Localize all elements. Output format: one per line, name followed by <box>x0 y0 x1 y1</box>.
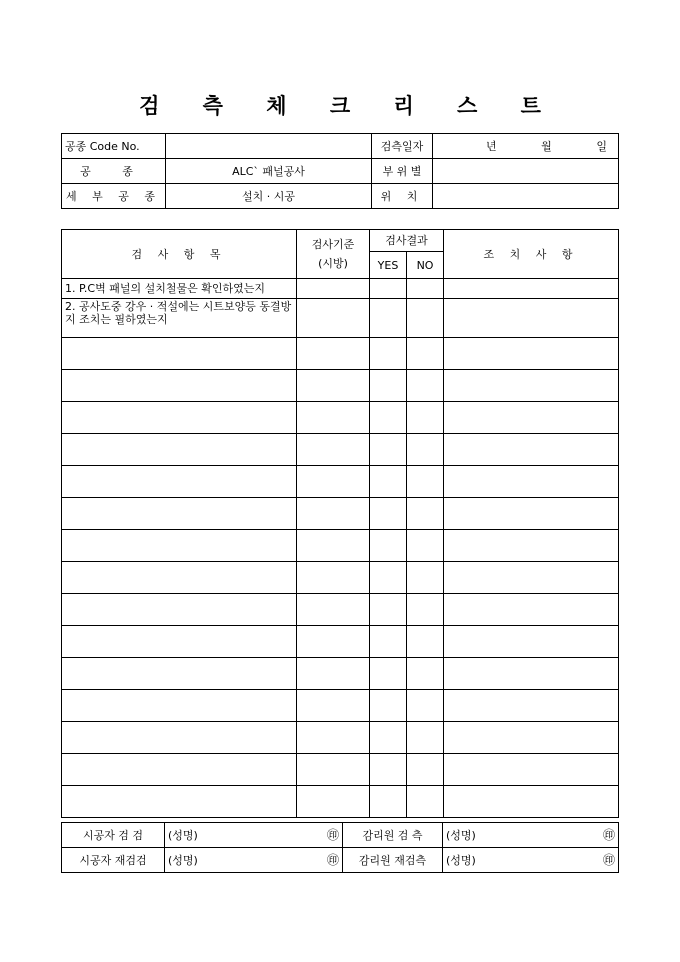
checklist-row <box>62 658 619 690</box>
signature-row-1 <box>62 823 619 848</box>
checklist-yes-cell[interactable] <box>370 594 407 626</box>
checklist-item-text[interactable] <box>62 786 297 818</box>
row1-left-name-placeholder: (성명) <box>168 828 198 842</box>
row1-right-name-placeholder: (성명) <box>446 828 476 842</box>
checklist-item-text[interactable] <box>62 530 297 562</box>
row2-left-sign-field[interactable] <box>165 848 343 873</box>
checklist-yes-cell[interactable] <box>370 722 407 754</box>
checklist-no-cell[interactable] <box>407 299 444 338</box>
checklist-action-cell[interactable] <box>444 530 619 562</box>
header-row-work <box>62 159 619 184</box>
row1-left-label: 시공자 검 검 <box>62 823 165 848</box>
checklist-no-cell[interactable] <box>407 562 444 594</box>
checklist-row <box>62 466 619 498</box>
checklist-action-cell[interactable] <box>444 658 619 690</box>
position-value-field[interactable] <box>433 184 619 209</box>
signature-row-2 <box>62 848 619 873</box>
checklist-action-cell[interactable] <box>444 279 619 299</box>
date-day-label: 일 <box>596 139 607 153</box>
row2-left-label: 시공자 재검검 <box>62 848 165 873</box>
checklist-standard-cell[interactable] <box>297 338 370 370</box>
col-standard-line1: 검사기준 <box>311 238 355 251</box>
checklist-row <box>62 370 619 402</box>
checklist-no-cell[interactable] <box>407 338 444 370</box>
seal-icon: ㊞ <box>326 827 339 842</box>
checklist-item-text[interactable] <box>62 562 297 594</box>
location-value-field[interactable] <box>433 159 619 184</box>
checklist-yes-cell[interactable] <box>370 562 407 594</box>
checklist-yes-cell[interactable] <box>370 786 407 818</box>
work-value[interactable]: ALC` 패널공사 <box>166 159 372 184</box>
checklist-row <box>62 626 619 658</box>
checklist-row <box>62 530 619 562</box>
checklist-standard-cell[interactable] <box>297 370 370 402</box>
date-month-label: 월 <box>541 139 552 153</box>
checklist-item-text[interactable]: 2. 공사도중 강우 · 적설에는 시트보양등 동결방지 조치는 필하였는지 <box>62 299 297 338</box>
checklist-row <box>62 279 619 299</box>
checklist-action-cell[interactable] <box>444 370 619 402</box>
checklist-item-text[interactable] <box>62 498 297 530</box>
seal-icon: ㊞ <box>326 852 339 867</box>
checklist-item-text[interactable] <box>62 594 297 626</box>
checklist-action-cell[interactable] <box>444 498 619 530</box>
checklist-no-cell[interactable] <box>407 626 444 658</box>
checklist-row <box>62 786 619 818</box>
checklist-yes-cell[interactable] <box>370 466 407 498</box>
checklist-yes-cell[interactable] <box>370 434 407 466</box>
date-field[interactable] <box>433 134 619 159</box>
checklist-item-text[interactable] <box>62 626 297 658</box>
checklist-action-cell[interactable] <box>444 338 619 370</box>
checklist-standard-cell[interactable] <box>297 786 370 818</box>
checklist-row <box>62 498 619 530</box>
checklist-standard-cell[interactable] <box>297 562 370 594</box>
checklist-yes-cell[interactable] <box>370 498 407 530</box>
detail-label: 세 부 공 종 <box>62 184 166 209</box>
checklist-no-cell[interactable] <box>407 658 444 690</box>
col-yes-header: YES <box>370 252 407 279</box>
checklist-standard-cell[interactable] <box>297 530 370 562</box>
header-table <box>61 133 619 209</box>
checklist-no-cell[interactable] <box>407 786 444 818</box>
location-label: 부 위 별 <box>372 159 433 184</box>
col-item-header: 검 사 항 목 <box>62 230 297 279</box>
checklist-standard-cell[interactable] <box>297 434 370 466</box>
row2-right-label: 감리원 재검측 <box>343 848 443 873</box>
checklist-no-cell[interactable] <box>407 402 444 434</box>
checklist-item-text[interactable] <box>62 690 297 722</box>
checklist-action-cell[interactable] <box>444 722 619 754</box>
checklist-yes-cell[interactable] <box>370 279 407 299</box>
checklist-item-text[interactable] <box>62 754 297 786</box>
checklist-item-text[interactable] <box>62 466 297 498</box>
checklist-no-cell[interactable] <box>407 498 444 530</box>
checklist-no-cell[interactable] <box>407 279 444 299</box>
checklist-yes-cell[interactable] <box>370 530 407 562</box>
checklist-standard-cell[interactable] <box>297 626 370 658</box>
checklist-action-cell[interactable] <box>444 626 619 658</box>
col-standard-header <box>297 230 370 279</box>
checklist-item-text[interactable] <box>62 722 297 754</box>
checklist-header-row-1 <box>62 230 619 252</box>
checklist-action-cell[interactable] <box>444 594 619 626</box>
row1-right-sign-field[interactable] <box>443 823 619 848</box>
checklist-row <box>62 338 619 370</box>
row2-right-name-placeholder: (성명) <box>446 853 476 867</box>
checklist-row <box>62 754 619 786</box>
checklist-standard-cell[interactable] <box>297 279 370 299</box>
checklist-yes-cell[interactable] <box>370 754 407 786</box>
checklist-yes-cell[interactable] <box>370 299 407 338</box>
detail-value[interactable]: 설치 · 시공 <box>166 184 372 209</box>
checklist-yes-cell[interactable] <box>370 370 407 402</box>
checklist-action-cell[interactable] <box>444 690 619 722</box>
header-row-detail <box>62 184 619 209</box>
checklist-action-cell[interactable] <box>444 562 619 594</box>
col-result-header: 검사결과 <box>370 230 444 252</box>
checklist-row <box>62 722 619 754</box>
checklist-yes-cell[interactable] <box>370 658 407 690</box>
checklist-table <box>61 229 619 818</box>
checklist-row <box>62 690 619 722</box>
date-label: 검측일자 <box>372 134 433 159</box>
checklist-action-cell[interactable] <box>444 786 619 818</box>
checklist-standard-cell[interactable] <box>297 466 370 498</box>
checklist-standard-cell[interactable] <box>297 658 370 690</box>
checklist-no-cell[interactable] <box>407 690 444 722</box>
checklist-action-cell[interactable] <box>444 754 619 786</box>
checklist-no-cell[interactable] <box>407 466 444 498</box>
row2-left-name-placeholder: (성명) <box>168 853 198 867</box>
position-label: 위 치 <box>372 184 433 209</box>
checklist-row <box>62 402 619 434</box>
checklist-yes-cell[interactable] <box>370 402 407 434</box>
checklist-action-cell[interactable] <box>444 402 619 434</box>
seal-icon: ㊞ <box>602 827 615 842</box>
row1-right-label: 감리원 검 측 <box>343 823 443 848</box>
work-label: 공 종 <box>62 159 166 184</box>
checklist-row <box>62 594 619 626</box>
checklist-yes-cell[interactable] <box>370 338 407 370</box>
checklist-standard-cell[interactable] <box>297 402 370 434</box>
date-year-label: 년 <box>486 139 497 153</box>
checklist-row <box>62 434 619 466</box>
checklist-no-cell[interactable] <box>407 722 444 754</box>
checklist-standard-cell[interactable] <box>297 498 370 530</box>
seal-icon: ㊞ <box>602 852 615 867</box>
row2-right-sign-field[interactable] <box>443 848 619 873</box>
header-row-code <box>62 134 619 159</box>
checklist-standard-cell[interactable] <box>297 299 370 338</box>
checklist-action-cell[interactable] <box>444 434 619 466</box>
code-value-field[interactable] <box>166 134 372 159</box>
checklist-no-cell[interactable] <box>407 594 444 626</box>
checklist-item-text[interactable] <box>62 402 297 434</box>
checklist-standard-cell[interactable] <box>297 690 370 722</box>
checklist-action-cell[interactable] <box>444 299 619 338</box>
col-no-header: NO <box>407 252 444 279</box>
checklist-action-cell[interactable] <box>444 466 619 498</box>
checklist-item-text[interactable] <box>62 338 297 370</box>
col-standard-line2: (시방) <box>318 257 348 270</box>
checklist-row <box>62 299 619 338</box>
checklist-standard-cell[interactable] <box>297 722 370 754</box>
code-label: 공종 Code No. <box>62 134 166 159</box>
checklist-standard-cell[interactable] <box>297 594 370 626</box>
page-title: 검 측 체 크 리 스 트 <box>139 93 559 118</box>
checklist-no-cell[interactable] <box>407 754 444 786</box>
checklist-no-cell[interactable] <box>407 434 444 466</box>
checklist-no-cell[interactable] <box>407 370 444 402</box>
checklist-item-text[interactable] <box>62 370 297 402</box>
checklist-row <box>62 562 619 594</box>
checklist-standard-cell[interactable] <box>297 754 370 786</box>
checklist-yes-cell[interactable] <box>370 690 407 722</box>
signature-table <box>61 822 619 873</box>
checklist-item-text[interactable] <box>62 434 297 466</box>
checklist-no-cell[interactable] <box>407 530 444 562</box>
row1-left-sign-field[interactable] <box>165 823 343 848</box>
checklist-item-text[interactable]: 1. P.C벽 패널의 설치철물은 확인하였는지 <box>62 279 297 299</box>
checklist-item-text[interactable] <box>62 658 297 690</box>
col-action-header: 조 치 사 항 <box>444 230 619 279</box>
checklist-yes-cell[interactable] <box>370 626 407 658</box>
